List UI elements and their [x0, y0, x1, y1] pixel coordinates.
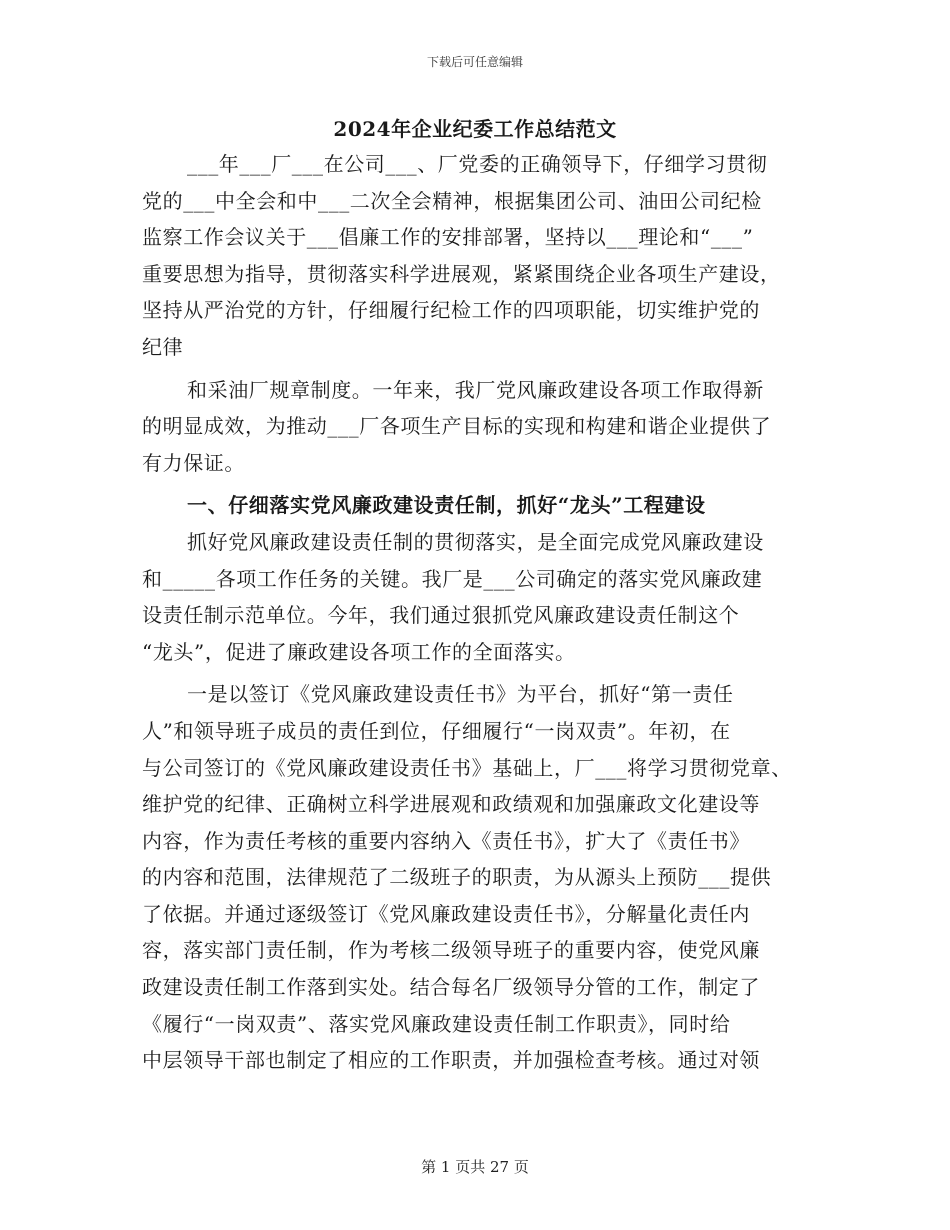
paragraph-line: 重要思想为指导，贯彻落实科学进展观，紧紧围绕企业各项生产建设，	[142, 261, 781, 286]
paragraph-line: 了依据。并通过逐级签订《党风廉政建设责任书》，分解量化责任内	[142, 901, 750, 926]
page-number-footer: 第 1 页共 27 页	[421, 1158, 529, 1176]
paragraph-line: 抓好党风廉政建设责任制的贯彻落实，是全面完成党风廉政建设	[187, 529, 764, 554]
paragraph-line: 和_____各项工作任务的关键。我厂是___公司确定的落实党风廉政建	[142, 566, 763, 591]
paragraph-line: 与公司签订的《党风廉政建设责任书》基础上，厂___将学习贯彻党章、	[142, 755, 792, 780]
paragraph-line: 坚持从严治党的方针，仔细履行纪检工作的四项职能，切实维护党的	[142, 298, 760, 323]
paragraph-line: 和采油厂规章制度。一年来，我厂党风廉政建设各项工作取得新	[187, 377, 764, 402]
paragraph-line: ___年___厂___在公司___、厂党委的正确领导下，仔细学习贯彻	[187, 152, 768, 176]
paragraph-line: 《履行“一岗双责”、落实党风廉政建设责任制工作职责》，同时给	[142, 1011, 731, 1036]
paragraph-line: 的明显成效，为推动___厂各项生产目标的实现和构建和谐企业提供了	[142, 414, 772, 439]
paragraph-line: 纪律	[142, 334, 184, 359]
paragraph-line: 设责任制示范单位。今年，我们通过狠抓党风廉政建设责任制这个	[142, 603, 740, 628]
paragraph-line: 人”和领导班子成员的责任到位，仔细履行“一岗双责”。年初，在	[142, 718, 731, 743]
paragraph-line: 维护党的纪律、正确树立科学进展观和政绩观和加强廉政文化建设等	[142, 792, 760, 817]
paragraph-line: 的内容和范围，法律规范了二级班子的职责，为从源头上预防___提供	[142, 865, 772, 890]
paragraph-line: 内容，作为责任考核的重要内容纳入《责任书》，扩大了《责任书》	[142, 828, 750, 853]
paragraph-line: 党的___中全会和中___二次全会精神，根据集团公司、油田公司纪检	[142, 188, 762, 213]
paragraph-line: 监察工作会议关于___倡廉工作的安排部署，坚持以___理论和“___”	[142, 225, 754, 250]
paragraph-line: 中层领导干部也制定了相应的工作职责，并加强检查考核。通过对领	[142, 1048, 760, 1073]
document-body	[142, 146, 832, 1079]
paragraph-line: “龙头”，促进了廉政建设各项工作的全面落实。	[142, 639, 576, 664]
paragraph-line: 容，落实部门责任制，作为考核二级领导班子的重要内容，使党风廉	[142, 938, 760, 963]
header-note: 下载后可任意编辑	[426, 55, 523, 69]
document-title: 2024年企业纪委工作总结范文	[333, 117, 617, 141]
paragraph-line: 有力保证。	[142, 450, 245, 475]
paragraph-line: 政建设责任制工作落到实处。结合每名厂级领导分管的工作，制定了	[142, 975, 760, 1000]
section-heading: 一、仔细落实党风廉政建设责任制，抓好“龙头”工程建设	[187, 493, 706, 518]
paragraph-line: 一是以签订《党风廉政建设责任书》为平台，抓好“第一责任	[187, 682, 734, 707]
